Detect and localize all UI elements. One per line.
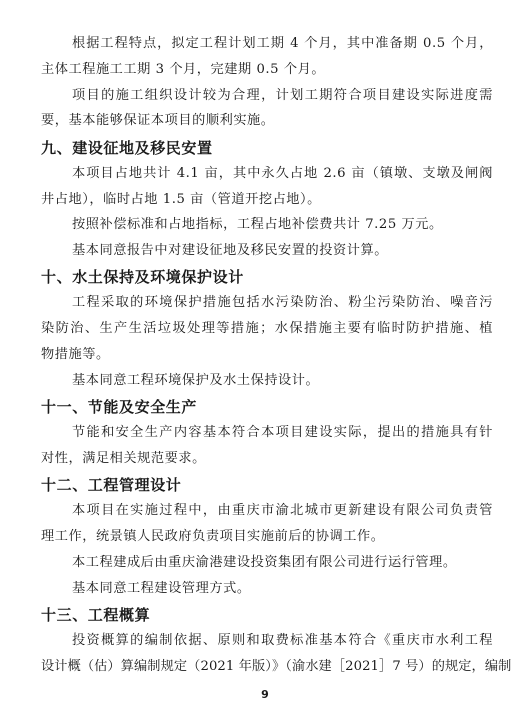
paragraph-line: 项目的施工组织设计较为合理，计划工期符合项目建设实际进度需 — [72, 88, 493, 103]
paragraph-line: 本项目在实施过程中，由重庆市渝北城市更新建设有限公司负责管 — [72, 503, 493, 518]
paragraph-line: 投资概算的编制依据、原则和取费标准基本符合《重庆市水利工程 — [72, 633, 493, 648]
paragraph-line: 主体工程施工工期 3 个月，完建期 0.5 个月。 — [41, 62, 326, 77]
paragraph-line: 根据工程特点，拟定工程计划工期 4 个月，其中准备期 0.5 个月， — [72, 36, 493, 51]
paragraph-line: 要，基本能够保证本项目的顺利实施。 — [41, 113, 275, 128]
paragraph-line: 理工作，统景镇人民政府负责项目实施前后的协调工作。 — [41, 529, 385, 544]
paragraph-line: 基本同意工程建设管理方式。 — [72, 581, 251, 596]
paragraph-line: 井占地），临时占地 1.5 亩（管道开挖占地）。 — [41, 192, 321, 207]
section-heading: 十、水土保持及环境保护设计 — [41, 268, 244, 286]
paragraph-line: 按照补偿标准和占地指标，工程占地补偿费共计 7.25 万元。 — [72, 217, 443, 232]
paragraph-line: 设计概（估）算编制规定（2021 年版）》（渝水建［2021］7 号）的规定，编制 — [41, 659, 512, 674]
paragraph-line: 对性，满足相关规范要求。 — [41, 451, 206, 466]
paragraph-line: 基本同意工程环境保护及水土保持设计。 — [72, 373, 320, 388]
section-heading: 十三、工程概算 — [41, 606, 151, 624]
section-heading: 十一、节能及安全生产 — [41, 398, 198, 416]
paragraph-line: 本项目占地共计 4.1 亩，其中永久占地 2.6 亩（镇墩、支墩及闸阀 — [72, 166, 493, 181]
paragraph-line: 本工程建成后由重庆渝港建设投资集团有限公司进行运行管理。 — [72, 555, 457, 570]
paragraph-line: 物措施等。 — [41, 347, 110, 362]
paragraph-line: 工程采取的环境保护措施包括水污染防治、粉尘污染防治、噪音污 — [72, 295, 493, 310]
paragraph-line: 节能和安全生产内容基本符合本项目建设实际，提出的措施具有针 — [72, 425, 493, 440]
paragraph-line: 染防治、生产生活垃圾处理等措施；水保措施主要有临时防护措施、植 — [41, 321, 493, 336]
section-heading: 十二、工程管理设计 — [41, 476, 182, 494]
section-heading: 九、建设征地及移民安置 — [41, 139, 213, 157]
page-number: 9 — [261, 688, 269, 701]
paragraph-line: 基本同意报告中对建设征地及移民安置的投资计算。 — [72, 243, 388, 258]
